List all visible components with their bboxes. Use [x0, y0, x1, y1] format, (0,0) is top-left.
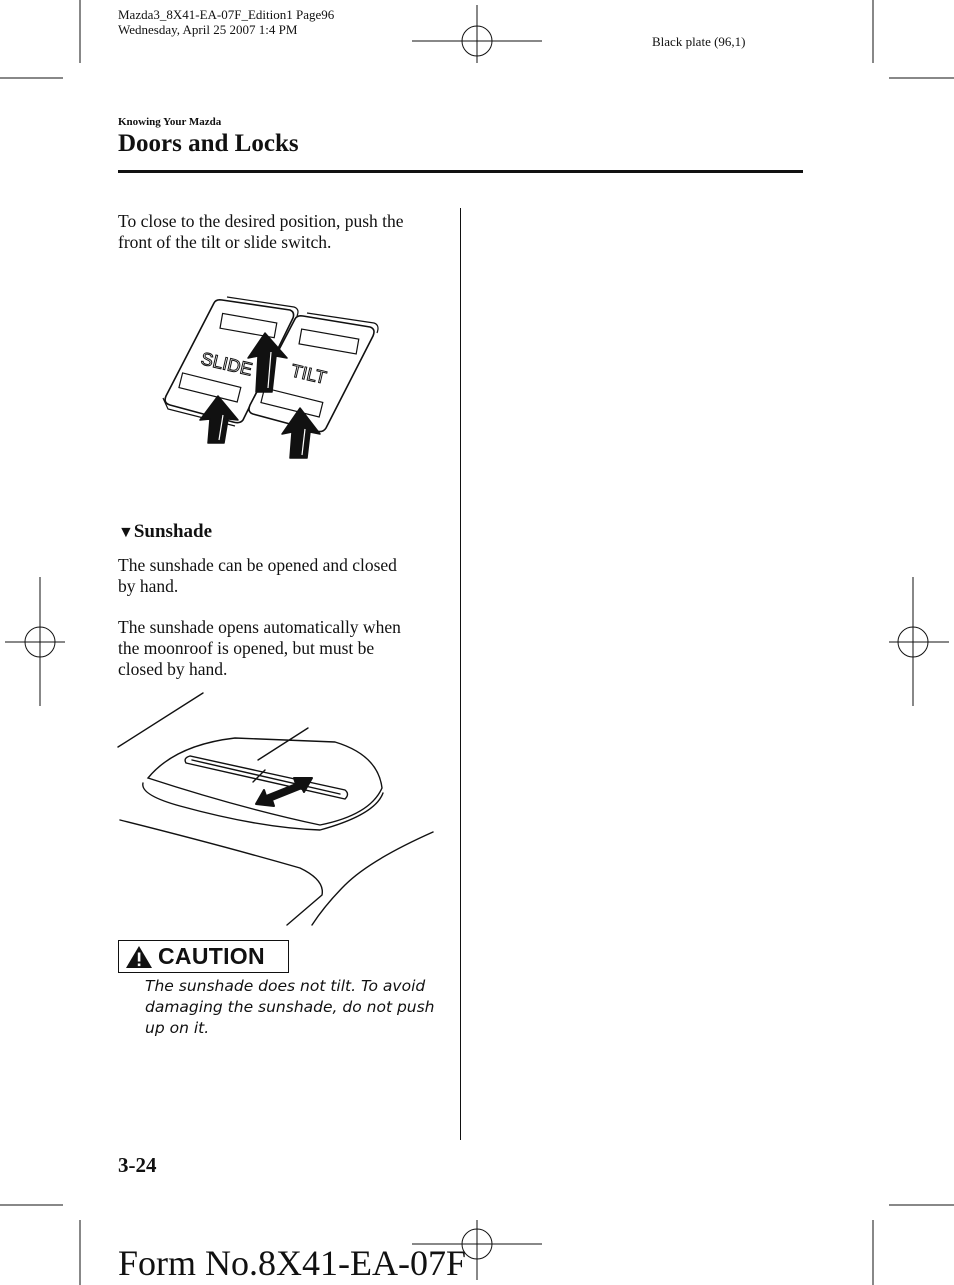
paragraph-line: by hand.	[118, 576, 179, 596]
caution-line: The sunshade does not tilt. To avoid	[145, 977, 426, 995]
paragraph-line: The sunshade can be opened and closed	[118, 555, 397, 575]
print-header-line1: Mazda3_8X41-EA-07F_Edition1 Page96	[118, 7, 335, 22]
paragraph-line: closed by hand.	[118, 659, 228, 679]
tilt-label: TILT	[289, 360, 329, 388]
print-header-line2: Wednesday, April 25 2007 1:4 PM	[118, 22, 298, 37]
caution-line: up on it.	[145, 1019, 210, 1037]
sunshade-heading-text: Sunshade	[133, 521, 213, 542]
form-number: Form No.8X41-EA-07F	[118, 1243, 466, 1283]
double-arrow-icon	[256, 778, 312, 806]
caution-label: CAUTION	[158, 943, 265, 969]
caution-line: damaging the sunshade, do not push	[145, 998, 435, 1016]
plate-label: Black plate (96,1)	[652, 34, 746, 49]
page-title: Doors and Locks	[118, 130, 299, 157]
page-number: 3-24	[118, 1153, 157, 1177]
slide-label: SLIDE	[199, 348, 255, 380]
paragraph-line: the moonroof is opened, but must be	[118, 638, 375, 658]
triangle-marker-icon: ▼	[118, 524, 134, 541]
intro-line: front of the tilt or slide switch.	[118, 232, 332, 252]
warning-triangle-icon	[125, 944, 155, 970]
paragraph-line: The sunshade opens automatically when	[118, 617, 401, 637]
section-label: Knowing Your Mazda	[118, 116, 222, 128]
intro-line: To close to the desired position, push the	[118, 211, 404, 231]
caution-text	[145, 976, 435, 1039]
caution-box	[118, 940, 289, 973]
